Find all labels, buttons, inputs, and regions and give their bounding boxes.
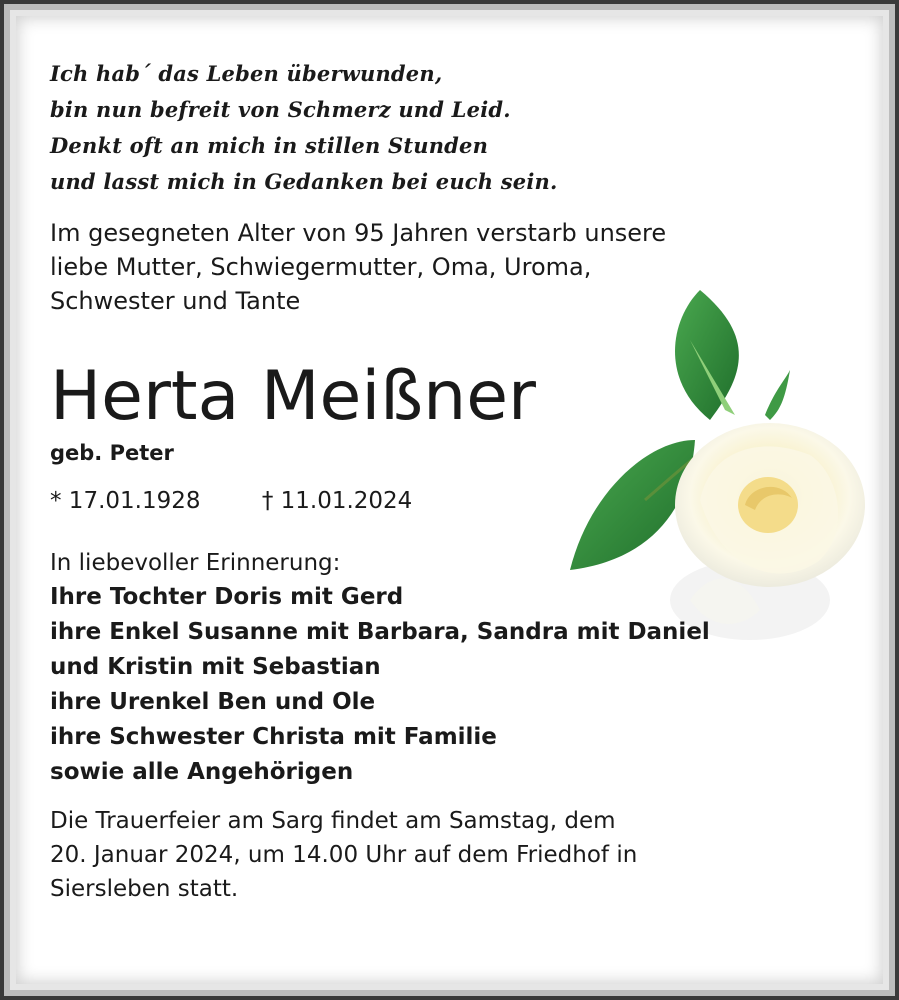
funeral-line: Siersleben statt. (50, 876, 239, 902)
death-date: † 11.01.2024 (261, 488, 413, 514)
funeral-line: 20. Januar 2024, um 14.00 Uhr auf dem Friedhof in (50, 842, 638, 868)
intro-line: Schwester und Tante (50, 287, 301, 315)
mourner-line: ihre Schwester Christa mit Familie (50, 724, 497, 750)
intro-line: Im gesegneten Alter von 95 Jahren verstarb unsere (50, 219, 667, 247)
intro-text (50, 216, 850, 318)
deceased-name: Herta Meißner (50, 357, 536, 436)
verse-line: bin nun befreit von Schmerz und Leid. (50, 97, 511, 122)
mourner-line: Ihre Tochter Doris mit Gerd (50, 584, 404, 610)
mourner-line: ihre Urenkel Ben und Ole (50, 689, 376, 715)
mourner-line: ihre Enkel Susanne mit Barbara, Sandra mit Daniel (50, 619, 710, 645)
verse-line: Ich hab´ das Leben überwunden, (50, 61, 443, 86)
life-dates (50, 484, 850, 518)
mourner-line: und Kristin mit Sebastian (50, 654, 381, 680)
verse (50, 56, 850, 200)
funeral-line: Die Trauerfeier am Sarg findet am Samstag, dem (50, 808, 616, 834)
mourners-list (50, 580, 850, 790)
verse-line: und lasst mich in Gedanken bei euch sein. (50, 169, 558, 194)
verse-line: Denkt oft an mich in stillen Stunden (50, 133, 489, 158)
birth-name: geb. Peter (50, 441, 174, 465)
intro-line: liebe Mutter, Schwiegermutter, Oma, Uroma, (50, 253, 592, 281)
funeral-info (50, 804, 850, 906)
birth-date: * 17.01.1928 (50, 488, 201, 514)
notice-content (50, 56, 850, 906)
mourning-heading: In liebevoller Erinnerung: (50, 550, 341, 576)
mourner-line: sowie alle Angehörigen (50, 759, 354, 785)
